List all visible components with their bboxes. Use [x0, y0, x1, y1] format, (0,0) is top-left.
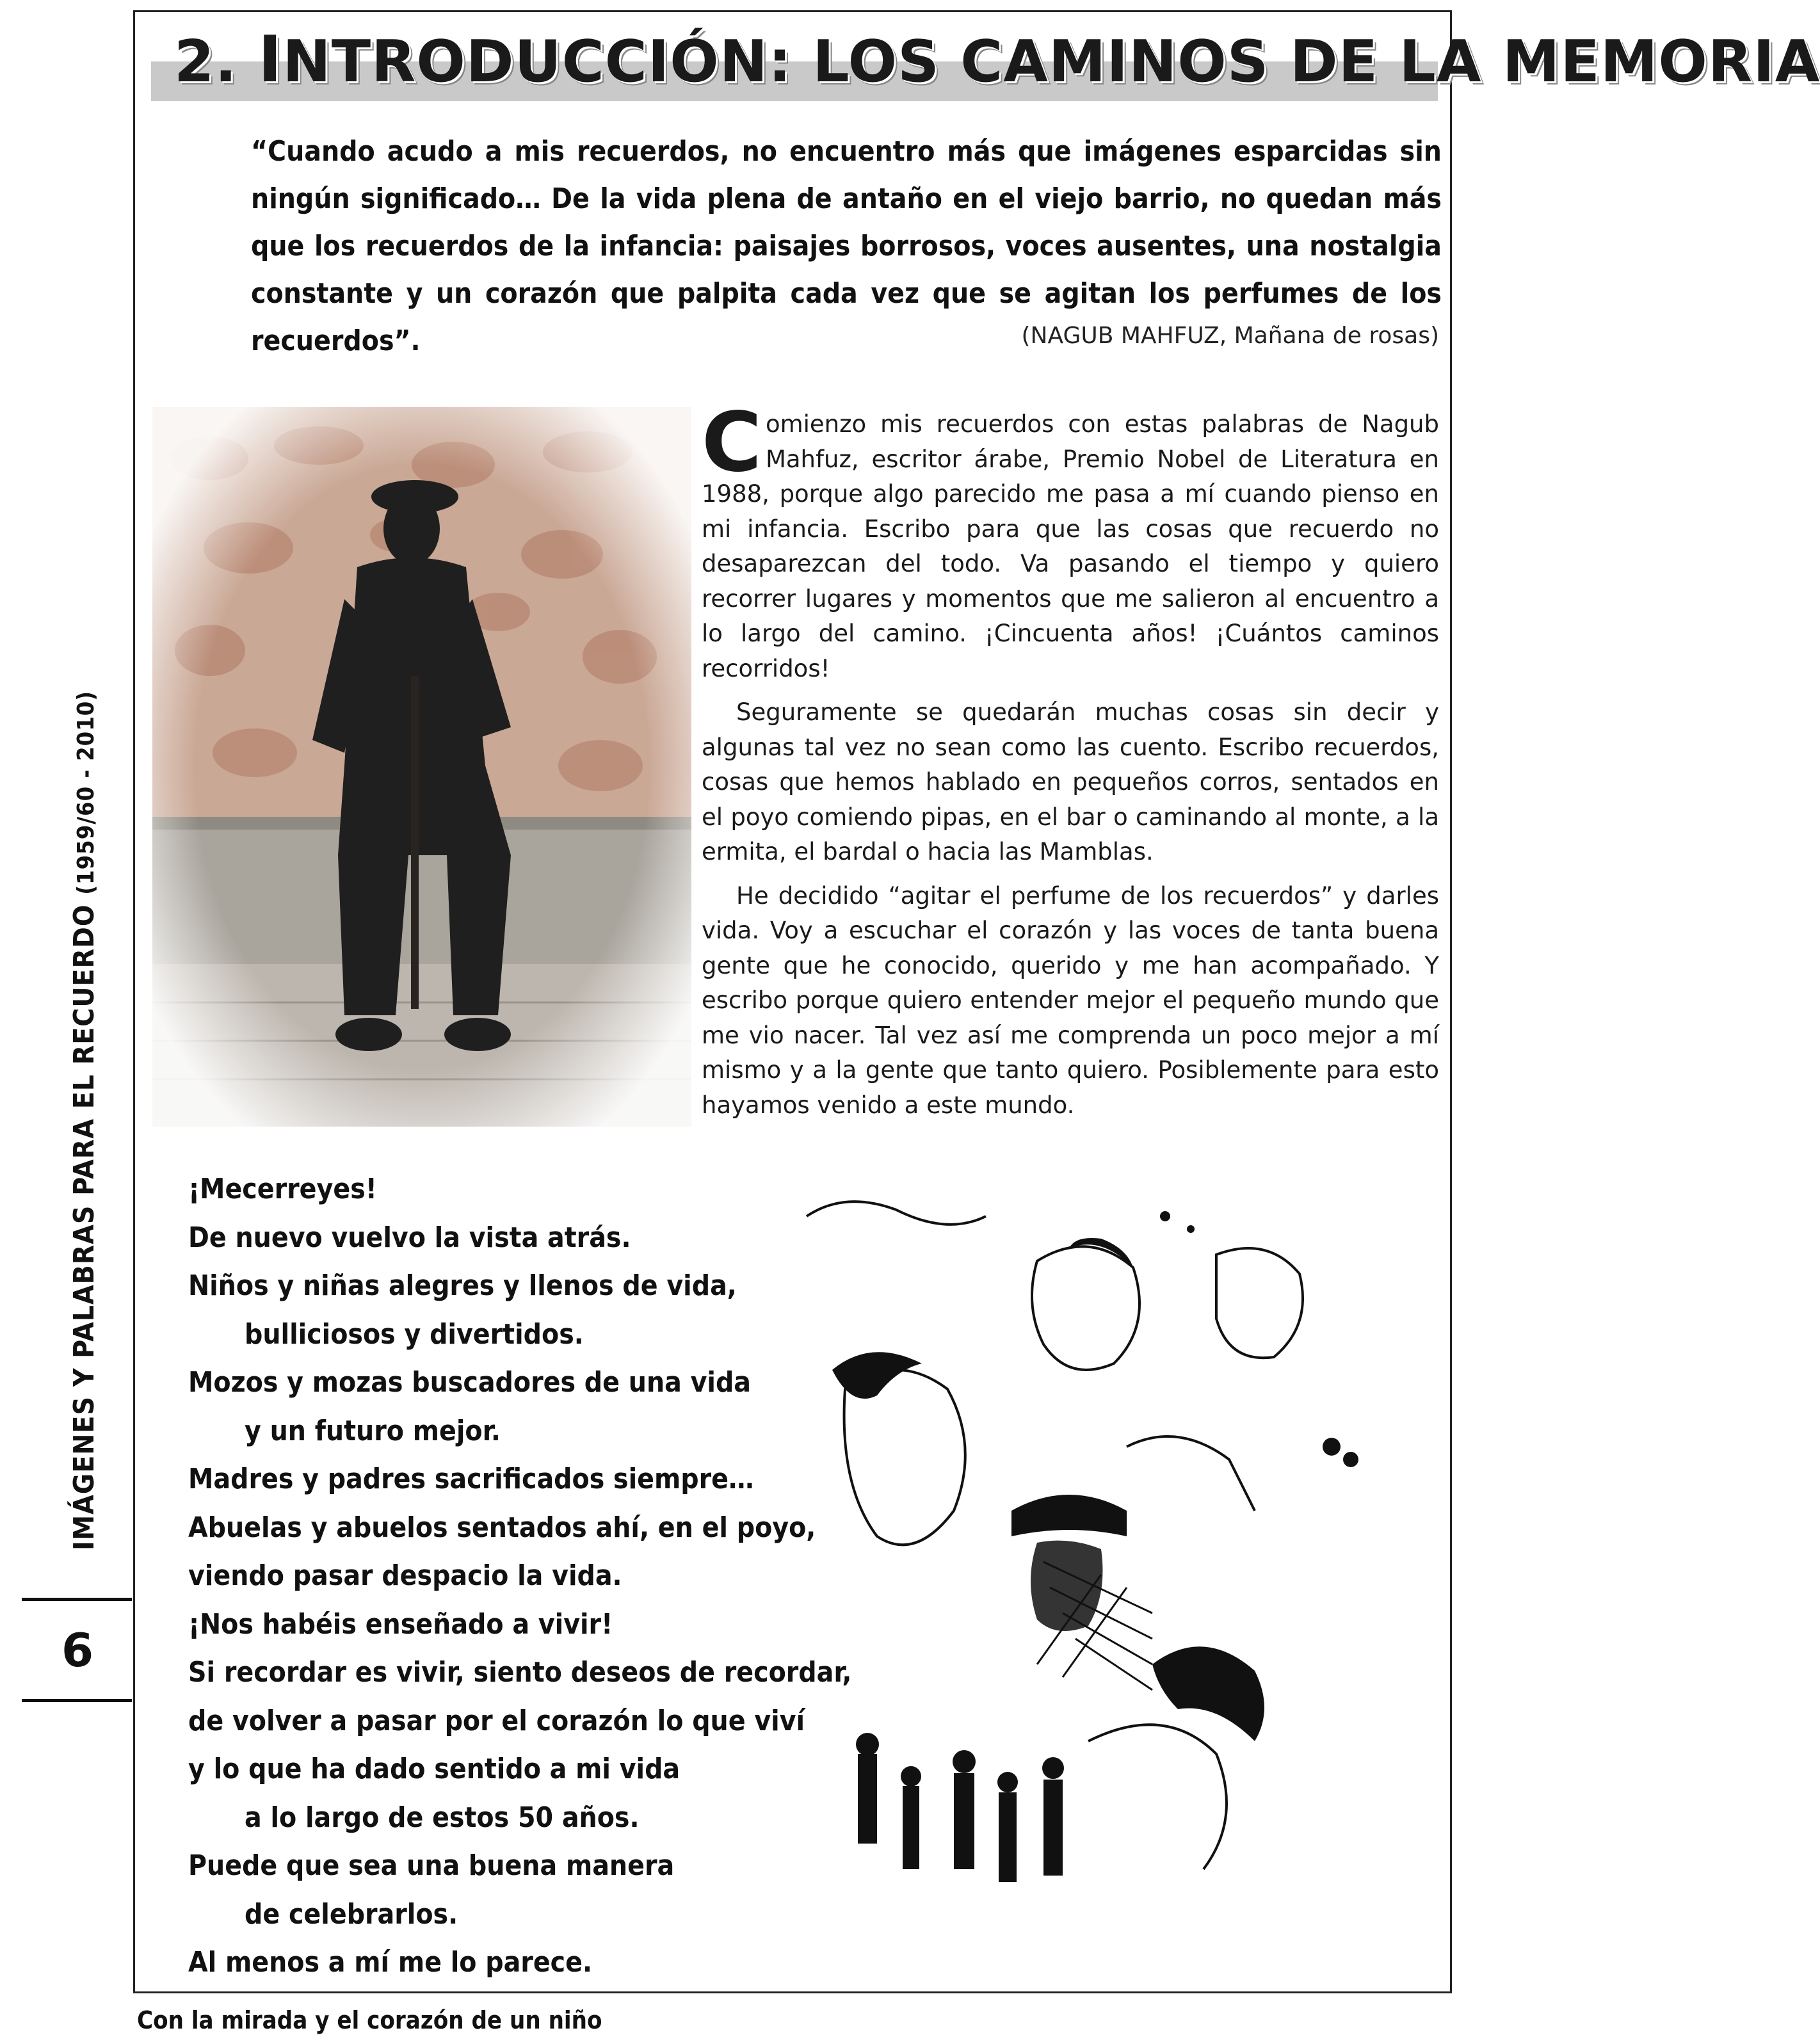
poem-line: Niños y niñas alegres y llenos de vida,: [188, 1269, 737, 1302]
poem-line: ¡Mecerreyes!: [188, 1173, 377, 1205]
poem: [188, 1165, 851, 1987]
quote-attribution: (NAGUB MAHFUZ, Mañana de rosas): [1021, 323, 1439, 349]
epigraph-quote: “Cuando acudo a mis recuerdos, no encuentro más que imágenes esparcidas sin ningún significado… De la vida plena de antaño en el viejo barrio, no quedan más que los recuerdos de la infancia: paisajes borrosos, voces ausentes, una nostalgia constante y un corazón que palpita cada vez que se agitan los perfumes de los recuerdos”.: [251, 135, 1442, 357]
footer-text: Con la mirada y el corazón de un niño: [137, 2006, 602, 2034]
poem-line: de volver a pasar por el corazón lo que viví: [188, 1704, 805, 1737]
poem-line: Mozos y mozas buscadores de una vida: [188, 1366, 752, 1399]
poem-line: Si recordar es vivir, siento deseos de recordar,: [188, 1656, 852, 1689]
intro-text: [702, 395, 1439, 1132]
page-number: 6: [61, 1623, 94, 1677]
poem-line: Madres y padres sacrificados siempre…: [188, 1463, 754, 1495]
page-number-rule-top: [22, 1598, 132, 1601]
paragraph-2: Seguramente se quedarán muchas cosas sin decir y algunas tal vez no sean como las cuento. Escribo recuerdos, cosas que hemos hablado en pequeños corros, sentados en el poyo comiendo pipas, en el bar o caminando al monte, a la ermita, el bardal o hacia las Mamblas.: [702, 698, 1439, 865]
old-man-statue-image: [152, 407, 691, 1127]
poem-line: viendo pasar despacio la vida.: [188, 1559, 622, 1592]
book-years: (1959/60 - 2010): [73, 690, 99, 895]
paragraph-3: He decidido “agitar el perfume de los recuerdos” y darles vida. Voy a escuchar el corazón y las voces de tanta buena gente que he conocido, querido y me han acompañado. Y escribo porque quiero entender mejor el pequeño mundo que me vio nacer. Tal vez así me comprenda un poco mejor a mí mismo y a la gente que tanto quiero. Posiblemente para esto hayamos venido a este mundo.: [702, 881, 1439, 1119]
page-number-rule-bottom: [22, 1699, 132, 1702]
title-text: NTRODUCCIÓN: LOS CAMINOS DE LA MEMORIA: [282, 28, 1820, 95]
poem-line: Al menos a mí me lo parece.: [188, 1946, 593, 1979]
poem-line: a lo largo de estos 50 años.: [245, 1801, 640, 1834]
section-number: 2.: [174, 28, 238, 95]
statue-photo: [152, 407, 691, 1127]
title-initial: I: [258, 22, 283, 97]
section-title: [174, 22, 1820, 97]
ink-illustration: [768, 1178, 1408, 1927]
poem-line: De nuevo vuelvo la vista atrás.: [188, 1221, 631, 1254]
book-title-vertical: [68, 691, 101, 1550]
poem-line: ¡Nos habéis enseñado a vivir!: [188, 1607, 613, 1641]
drop-cap: C: [702, 395, 762, 490]
poem-line: y lo que ha dado sentido a mi vida: [188, 1753, 680, 1785]
poem-line: Puede que sea una buena manera: [188, 1849, 675, 1882]
poem-line: Abuelas y abuelos sentados ahí, en el poyo,: [188, 1511, 816, 1544]
poem-line: y un futuro mejor.: [245, 1414, 501, 1447]
people-collage-drawing: [768, 1178, 1408, 1927]
poem-line: bulliciosos y divertidos.: [245, 1317, 584, 1351]
book-title: IMÁGENES Y PALABRAS PARA EL RECUERDO: [68, 904, 101, 1550]
paragraph-1-text: omienzo mis recuerdos con estas palabras de Nagub Mahfuz, escritor árabe, Premio Nobel de Literatura en 1988, porque algo parecido me pasa a mí cuando pienso en mi infancia. Escribo para que las cosas que recuerdo no desaparezcan del todo. Va pasando el tiempo y quiero recorrer lugares y momentos que me salieron al encuentro a lo largo del camino. ¡Cincuenta años! ¡Cuántos caminos recorridos!: [702, 410, 1439, 682]
paragraph-1: [702, 395, 1439, 686]
poem-line: de celebrarlos.: [245, 1897, 458, 1931]
